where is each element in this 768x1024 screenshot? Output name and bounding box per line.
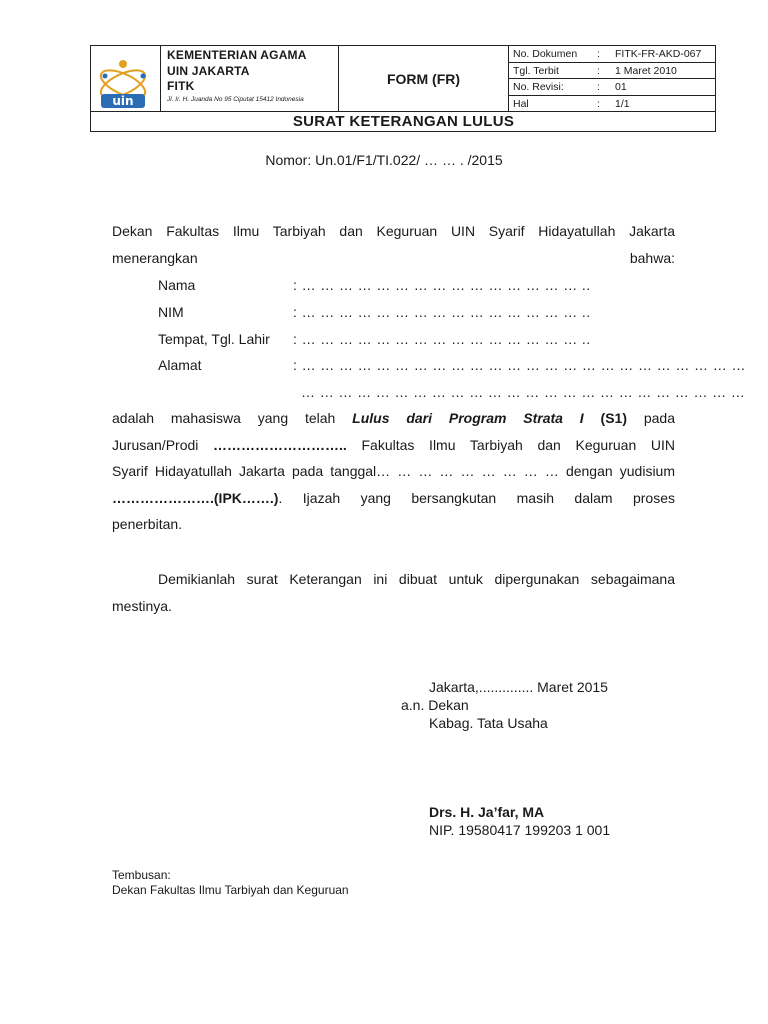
letter-number: Nomor: Un.01/F1/TI.022/ … … . /2015	[265, 152, 503, 168]
meta-row-issue-date: Tgl. Terbit : 1 Maret 2010	[509, 63, 716, 80]
svg-text:uin: uin	[112, 94, 134, 108]
signatory-nip: NIP. 19580417 199203 1 001	[429, 822, 611, 838]
closing-paragraph	[112, 566, 675, 619]
meta-value: 1/1	[615, 97, 630, 110]
meta-label: Hal	[513, 97, 529, 110]
faculty-name: FITK	[167, 79, 195, 93]
meta-row-document-number: No. Dokumen : FITK-FR-AKD-067	[509, 46, 716, 63]
signatory-position: Kabag. Tata Usaha	[429, 715, 548, 731]
meta-row-revision: No. Revisi: : 01	[509, 79, 716, 96]
tembusan-item: Dekan Fakultas Ilmu Tarbiyah dan Keguruan	[112, 883, 349, 897]
body-line: Jurusan/Prodi ……………………….. Fakultas Ilmu Tarbiyah dan Keguruan UIN	[112, 436, 675, 453]
tembusan-label: Tembusan:	[112, 868, 171, 882]
university-name: UIN JAKARTA	[167, 63, 250, 78]
meta-label: Tgl. Terbit	[513, 64, 559, 77]
meta-value: FITK-FR-AKD-067	[615, 48, 702, 60]
field-label-birth: Tempat, Tgl. Lahir	[158, 331, 270, 347]
document-title: SURAT KETERANGAN LULUS	[292, 113, 515, 130]
field-value-nim: : … … … … … … … … … … … … … … … ..	[293, 304, 591, 320]
form-label: FORM (FR)	[339, 46, 509, 112]
program-name: Lulus dari Program Strata I	[352, 410, 584, 426]
field-label-name: Nama	[158, 277, 196, 293]
field-label-address: Alamat	[158, 357, 202, 373]
signatory-name: Drs. H. Ja’far, MA	[429, 804, 545, 820]
intro-paragraph	[112, 218, 675, 271]
logo-cell	[91, 46, 161, 112]
meta-label: No. Dokumen	[513, 48, 578, 60]
field-value-name: : … … … … … … … … … … … … … … … ..	[293, 277, 591, 293]
meta-value: 1 Maret 2010	[615, 64, 677, 77]
meta-row-page: Hal : 1/1	[513, 97, 630, 110]
on-behalf-of-dean: a.n. Dekan	[401, 697, 469, 713]
intro-line: Dekan Fakultas Ilmu Tarbiyah dan Keguruan UIN Syarif Hidayatullah Jakarta	[112, 223, 675, 239]
body-line: ………………….(IPK…….). Ijazah yang bersangkutan masih dalam proses	[112, 489, 675, 506]
document-header	[90, 45, 716, 132]
body-line: Syarif Hidayatullah Jakarta pada tanggal… … … … … … … … … dengan yudisium	[112, 463, 675, 480]
institution-cell	[161, 46, 339, 112]
meta-value: 01	[615, 81, 627, 93]
intro-line: menerangkan bahwa:	[112, 249, 675, 266]
closing-line: Demikianlah surat Keterangan ini dibuat untuk dipergunakan sebagaimana	[158, 571, 675, 587]
document-meta	[509, 46, 716, 112]
closing-line: mestinya.	[112, 597, 172, 614]
uin-logo-icon	[91, 46, 161, 112]
meta-label: No. Revisi:	[513, 81, 564, 93]
field-label-nim: NIM	[158, 304, 184, 320]
ministry-name: KEMENTERIAN AGAMA	[167, 48, 307, 62]
field-value-address-line2: … … … … … … … … … … … … … … … … … … … … … … … …	[301, 384, 746, 400]
field-value-birth: : … … … … … … … … … … … … … … … ..	[293, 331, 591, 347]
study-program-blank: ………………………..	[213, 436, 347, 453]
place-date: Jakarta,.............. Maret 2015	[429, 679, 608, 695]
body-line: adalah mahasiswa yang telah Lulus dari Program Strata I (S1) pada	[112, 410, 675, 426]
body-line: penerbitan.	[112, 516, 183, 533]
body-paragraph	[112, 405, 675, 538]
yudisium-ipk-blank: ………………….(IPK…….)	[112, 489, 279, 506]
field-value-address: : … … … … … … … … … … … … … … … … … … … … … … … …	[293, 357, 746, 373]
institution-address: Jl. Ir. H. Juanda No 95 Ciputat 15412 Indonesia	[167, 95, 304, 103]
